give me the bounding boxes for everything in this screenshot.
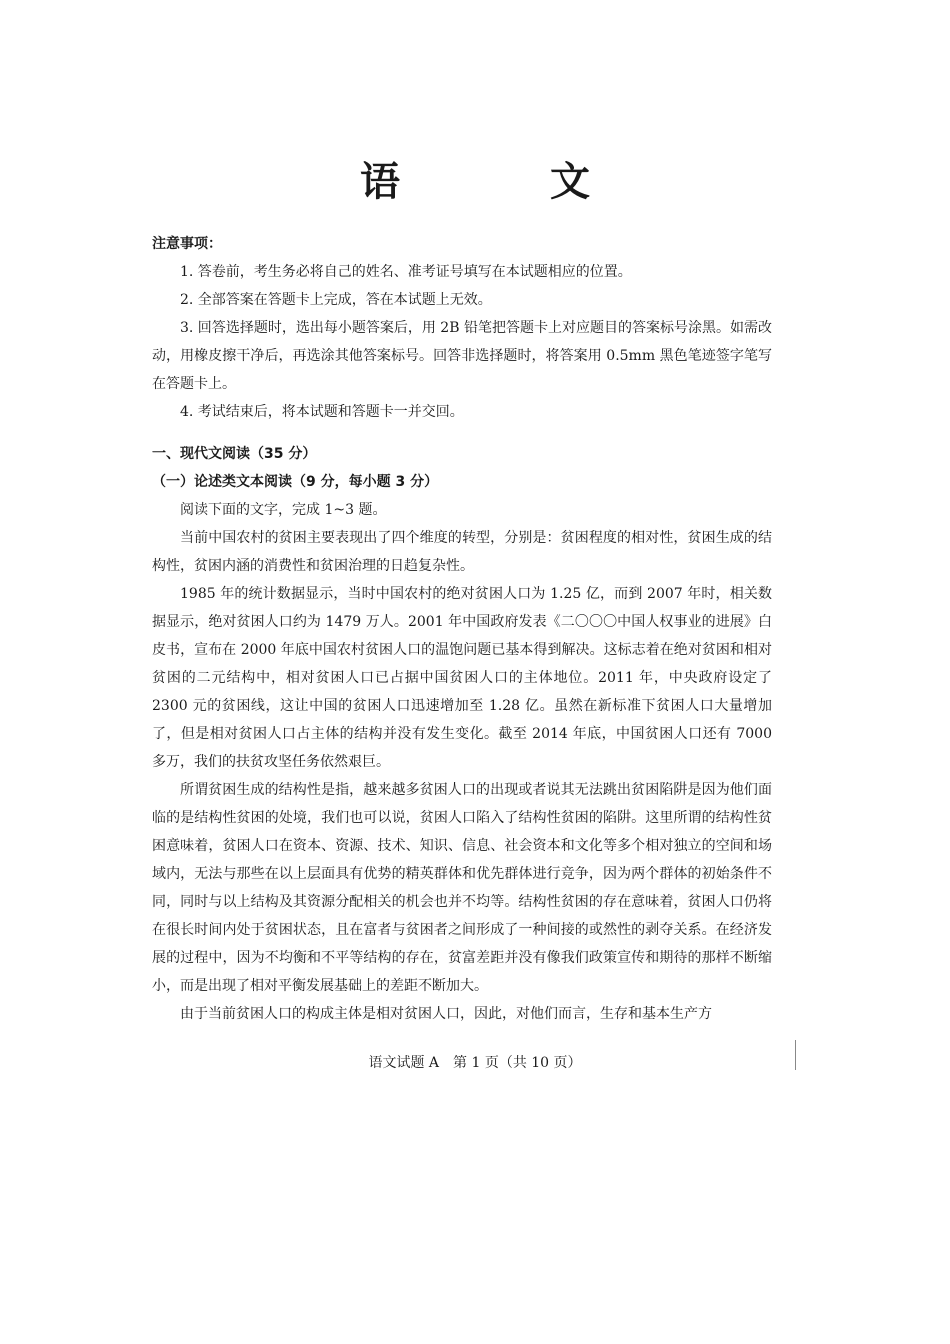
passage-paragraph: 所谓贫困生成的结构性是指，越来越多贫困人口的出现或者说其无法跳出贫困陷阱是因为他们面临的是结构性贫困的处境，我们也可以说，贫困人口陷入了结构性贫困的陷阱。这里所谓的结构性贫困意味着，贫困人口在资本、资源、技术、知识、信息、社会资本和文化等多个相对独立的空间和场域内，无法与那些在以上层面具有优势的精英群体和优先群体进行竞争，因为两个群体的初始条件不同，同时与以上结构及其资源分配相关的机会也并不均等。结构性贫困的存在意味着，贫困人口仍将在很长时间内处于贫困状态，且在富者与贫困者之间形成了一种间接的或然性的剥夺关系。在经济发展的过程中，因为不均衡和不平等结构的存在，贫富差距并没有像我们政策宣传和期待的那样不断缩小，而是出现了相对平衡发展基础上的差距不断加大。: [152, 782, 772, 994]
exam-content: [152, 230, 772, 1028]
page-footer: 语文试题 A 第 1 页（共 10 页）: [368, 1055, 582, 1071]
sub-section-heading: （一）论述类文本阅读（9 分，每小题 3 分）: [152, 474, 439, 490]
passage-paragraph: 由于当前贫困人口的构成主体是相对贫困人口，因此，对他们而言，生存和基本生产方: [180, 1006, 712, 1022]
page-title: 语 文: [360, 159, 658, 205]
notice-item: 1. 答卷前，考生务必将自己的姓名、准考证号填写在本试题相应的位置。: [180, 264, 632, 280]
passage-paragraph: 当前中国农村的贫困主要表现出了四个维度的转型，分别是：贫困程度的相对性，贫困生成的结构性，贫困内涵的消费性和贫困治理的日趋复杂性。: [152, 530, 772, 574]
notice-item: 3. 回答选择题时，选出每小题答案后，用 2B 铅笔把答题卡上对应题目的答案标号涂黑。如需改动，用橡皮擦干净后，再选涂其他答案标号。回答非选择题时，将答案用 0.5mm 黑色笔迹签字笔写在答题卡上。: [152, 320, 772, 392]
passage-paragraph: 1985 年的统计数据显示，当时中国农村的绝对贫困人口为 1.25 亿，而到 2007 年时，相关数据显示，绝对贫困人口约为 1479 万人。2001 年中国政府发表《二〇〇〇中国人权事业的进展》白皮书，宣布在 2000 年底中国农村贫困人口的温饱问题已基本得到解决。这标志着在绝对贫困和相对贫困的二元结构中，相对贫困人口已占据中国贫困人口的主体地位。2011 年，中央政府设定了 2300 元的贫困线，这让中国的贫困人口迅速增加至 1.28 亿。虽然在新标准下贫困人口大量增加了，但是相对贫困人口占主体的结构并没有发生变化。截至 2014 年底，中国贫困人口还有 7000 多万，我们的扶贫攻坚任务依然艰巨。: [152, 586, 772, 770]
reading-instruction: 阅读下面的文字，完成 1~3 题。: [180, 502, 387, 518]
section-heading: 一、现代文阅读（35 分）: [152, 446, 317, 462]
notice-item: 2. 全部答案在答题卡上完成，答在本试题上无效。: [180, 292, 492, 308]
notice-item: 4. 考试结束后，将本试题和答题卡一并交回。: [180, 404, 464, 420]
notice-heading: 注意事项：: [152, 236, 222, 252]
